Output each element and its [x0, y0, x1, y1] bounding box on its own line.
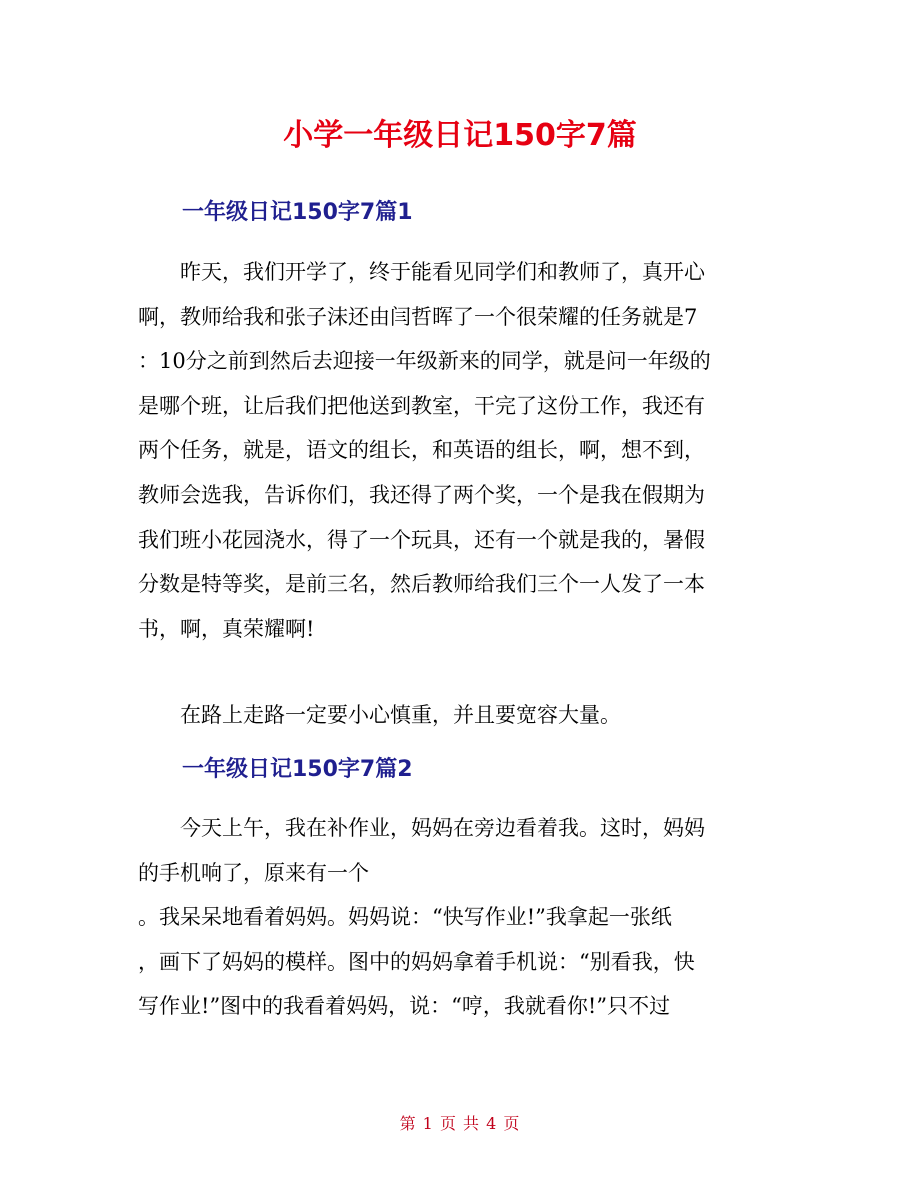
document-title: 小学一年级日记150字7篇 — [283, 118, 637, 153]
section-1-paragraph-2 — [138, 693, 786, 738]
paragraph-line: 书，啊，真荣耀啊! — [138, 616, 315, 641]
paragraph-line: 今天上午，我在补作业，妈妈在旁边看着我。这时，妈妈 — [180, 816, 705, 840]
paragraph-line: ，画下了妈妈的模样。图中的妈妈拿着手机说：“别看我，快 — [138, 949, 695, 974]
section-1-paragraph-1 — [138, 250, 786, 651]
paragraph-line: 两个任务，就是，语文的组长，和英语的组长，啊，想不到， — [138, 438, 705, 463]
paragraph-line: 教师会选我，告诉你们，我还得了两个奖，一个是我在假期为 — [138, 482, 705, 507]
section-heading-1: 一年级日记150字7篇1 — [182, 200, 413, 225]
page-footer: 第 1 页 共 4 页 — [399, 1114, 521, 1133]
paragraph-line: 啊，教师给我和张子沫还由闫哲晖了一个很荣耀的任务就是7 — [138, 304, 698, 329]
section-heading-2: 一年级日记150字7篇2 — [182, 757, 413, 782]
paragraph-line: 是哪个班，让后我们把他送到教室，干完了这份工作，我还有 — [138, 393, 705, 418]
paragraph-line: 我们班小花园浇水，得了一个玩具，还有一个就是我的，暑假 — [138, 527, 705, 552]
paragraph-line: 的手机响了，原来有一个 — [138, 860, 369, 885]
paragraph-line: 写作业!”图中的我看着妈妈，说：“哼，我就看你!”只不过 — [138, 994, 671, 1019]
paragraph-line: 。我呆呆地看着妈妈。妈妈说：“快写作业!”我拿起一张纸 — [138, 905, 672, 930]
paragraph-line: ：10分之前到然后去迎接一年级新来的同学，就是问一年级的 — [138, 349, 711, 374]
paragraph-line: 分数是特等奖，是前三名，然后教师给我们三个一人发了一本 — [138, 572, 705, 597]
paragraph-line: 昨天，我们开学了，终于能看见同学们和教师了，真开心 — [180, 260, 705, 284]
section-2-paragraph-1 — [138, 806, 786, 1029]
paragraph-line: 在路上走路一定要小心慎重，并且要宽容大量。 — [180, 703, 621, 727]
